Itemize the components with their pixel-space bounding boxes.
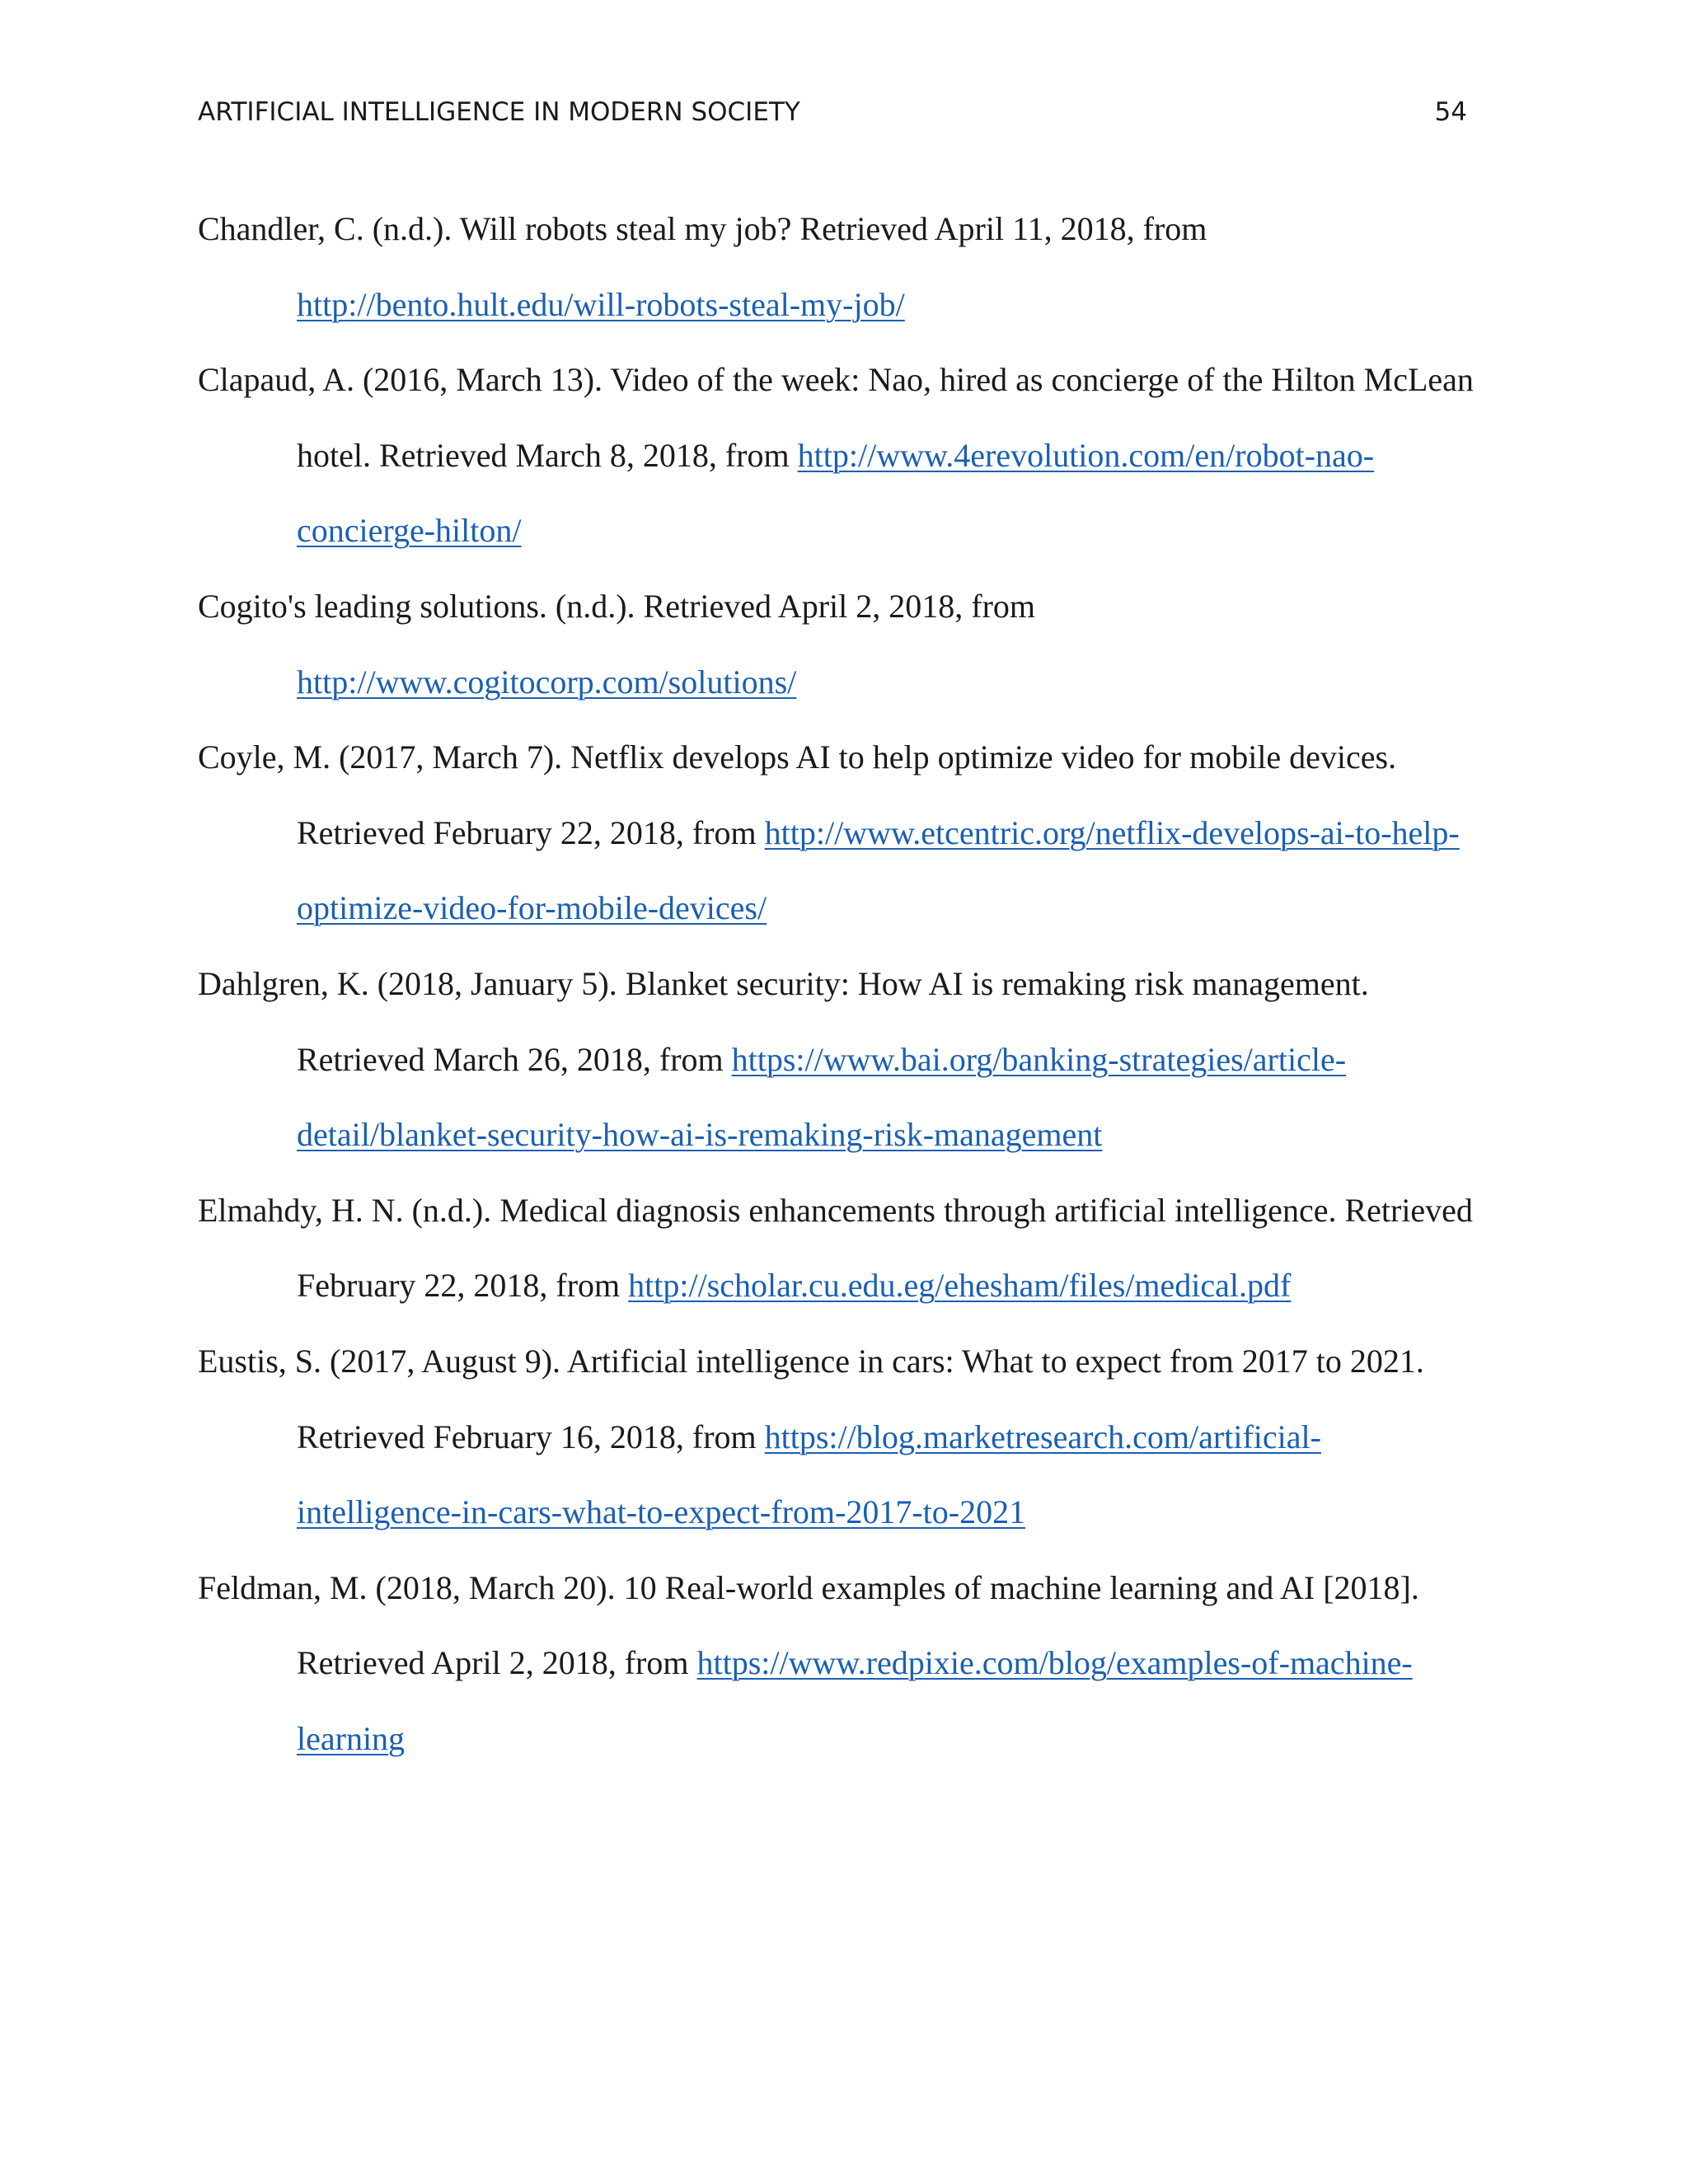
reference-text: Dahlgren, K. (2018, January 5). Blanket security: How AI is remaking risk management. Retrieved March 26, 2018, from: [198, 964, 1369, 1078]
running-title: ARTIFICIAL INTELLIGENCE IN MODERN SOCIETY: [198, 97, 800, 127]
running-head: [198, 97, 1467, 138]
reference-list: [198, 191, 1484, 1776]
reference-entry-coyle: [198, 719, 1484, 946]
reference-entry-clapaud: [198, 342, 1484, 569]
reference-link[interactable]: http://bento.hult.edu/will-robots-steal-my-job/: [297, 285, 905, 323]
reference-link[interactable]: https://www.redpixie.com/blog/examples-of-machine-learning: [297, 1644, 1413, 1757]
reference-link[interactable]: https://www.bai.org/banking-strategies/article-detail/blanket-security-how-ai-is-remaking-risk-management: [297, 1040, 1347, 1154]
reference-text: Eustis, S. (2017, August 9). Artificial intelligence in cars: What to expect from 2017 to 2021. Retrieved February 16, 2018, from: [198, 1342, 1424, 1455]
reference-text: Clapaud, A. (2016, March 13). Video of the week: Nao, hired as concierge of the Hilton McLean hotel. Retrieved March 8, 2018, from: [198, 361, 1474, 474]
reference-text: Cogito's leading solutions. (n.d.). Retrieved April 2, 2018, from: [198, 587, 1035, 625]
reference-text: Feldman, M. (2018, March 20). 10 Real-world examples of machine learning and AI [2018]. Retrieved April 2, 2018, from: [198, 1568, 1419, 1682]
reference-link[interactable]: http://www.cogitocorp.com/solutions/: [297, 663, 797, 701]
page-number: 54: [1434, 97, 1467, 127]
reference-link[interactable]: http://www.4erevolution.com/en/robot-nao-concierge-hilton/: [297, 436, 1375, 550]
reference-entry-feldman: [198, 1550, 1484, 1777]
reference-text: Chandler, C. (n.d.). Will robots steal my job? Retrieved April 11, 2018, from: [198, 210, 1207, 247]
reference-entry-eustis: [198, 1324, 1484, 1550]
reference-entry-elmahdy: [198, 1173, 1484, 1324]
reference-entry-dahlgren: [198, 946, 1484, 1173]
reference-link[interactable]: http://www.etcentric.org/netflix-develops-ai-to-help-optimize-video-for-mobile-devices/: [297, 813, 1460, 927]
reference-text: Coyle, M. (2017, March 7). Netflix develops AI to help optimize video for mobile devices. Retrieved February 22, 2018, from: [198, 738, 1397, 851]
reference-link[interactable]: http://scholar.cu.edu.eg/ehesham/files/medical.pdf: [628, 1267, 1292, 1305]
reference-entry-chandler: [198, 191, 1484, 342]
reference-link[interactable]: https://blog.marketresearch.com/artificial-intelligence-in-cars-what-to-expect-from-2017-to-2021: [297, 1418, 1321, 1531]
reference-entry-cogito: [198, 569, 1484, 719]
reference-text: Elmahdy, H. N. (n.d.). Medical diagnosis enhancements through artificial intelligence. Retrieved February 22, 2018, from: [198, 1191, 1473, 1305]
